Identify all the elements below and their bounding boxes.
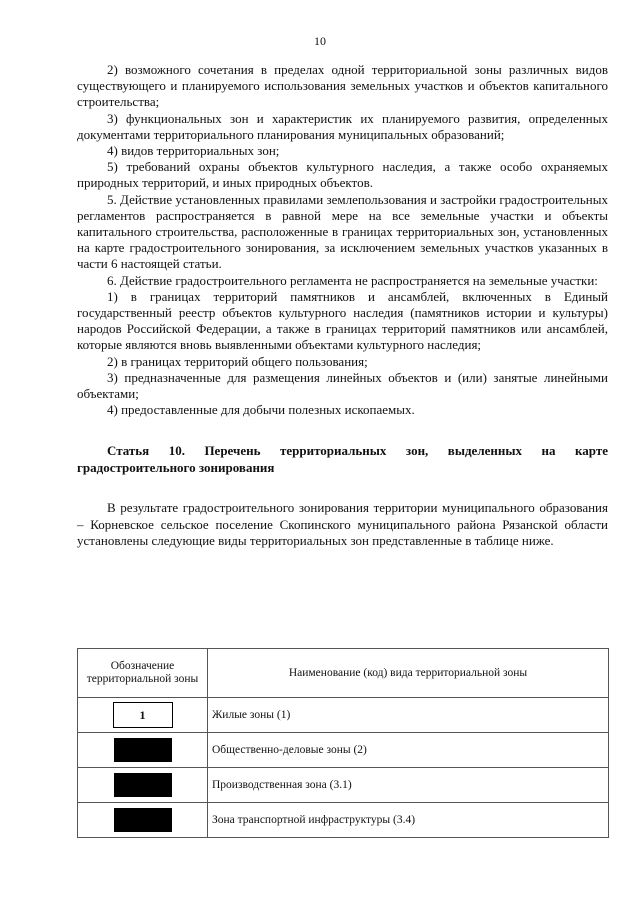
zone-name: Зона транспортной инфраструктуры (3.4) — [208, 803, 609, 838]
paragraph: 3) предназначенные для размещения линейных объектов и (или) занятые линейными объектами; — [77, 369, 608, 402]
header-zone-code: Обозначение территориальной зоны — [78, 649, 208, 698]
zone-color-swatch — [114, 773, 172, 797]
zone-name: Жилые зоны (1) — [208, 698, 609, 733]
header-zone-name: Наименование (код) вида территориальной зоны — [208, 649, 609, 698]
paragraph: 4) видов территориальных зон; — [107, 143, 280, 159]
table-row — [78, 803, 609, 838]
paragraph: 2) в границах территорий общего пользования; — [107, 353, 368, 369]
zone-code-badge: 1 — [113, 702, 173, 728]
intro-paragraph: В результате градостроительного зонирования территории муниципального образования – Корневское сельское поселение Скопинского муниципального района Рязанской области установлены следующие виды территориальных зон представленные в таблице ниже. — [77, 500, 608, 548]
paragraph: 5) требований охраны объектов культурного наследия, а также особо охраняемых природных территорий, и иных природных объектов. — [77, 159, 608, 191]
paragraph: 4) предоставленные для добычи полезных ископаемых. — [107, 402, 415, 418]
zone-color-swatch — [114, 808, 172, 832]
table-header-row — [78, 649, 609, 698]
paragraph: 3) функциональных зон и характеристик их планируемого развития, определенных документами территориального планирования муниципальных образований; — [77, 110, 608, 142]
page-number: 10 — [314, 34, 326, 48]
table-row — [78, 698, 609, 733]
paragraph: 2) возможного сочетания в пределах одной территориальной зоны различных видов существующего и планируемого использования земельных участков и объектов капитального строительства; — [77, 62, 608, 110]
article-heading: Статья 10. Перечень территориальных зон, выделенных на карте градостроительного зонирования — [77, 443, 608, 476]
paragraph: 5. Действие установленных правилами землепользования и застройки градостроительных регламентов распространяется в равной мере на все земельные участки и объекты капитального строительства, расположенные в границах территориальных зон, установленных на карте градостроительного зонирования, за исключением земельных участков указанных в части 6 настоящей статьи. — [77, 191, 608, 272]
paragraph: 6. Действие градостроительного регламента не распространяется на земельные участки: — [107, 272, 598, 288]
document-body — [77, 62, 608, 549]
paragraph: 1) в границах территорий памятников и ансамблей, включенных в Единый государственный реестр объектов культурного наследия (памятников истории и культуры) народов Российской Федерации, а также в границах территорий памятников или ансамблей, которые являются вновь выявленными объектами культурного наследия; — [77, 288, 608, 353]
table-row — [78, 768, 609, 803]
zone-color-swatch — [114, 738, 172, 762]
zone-name: Производственная зона (3.1) — [208, 768, 609, 803]
zone-name: Общественно-деловые зоны (2) — [208, 733, 609, 768]
zones-table — [77, 648, 609, 838]
table-row — [78, 733, 609, 768]
